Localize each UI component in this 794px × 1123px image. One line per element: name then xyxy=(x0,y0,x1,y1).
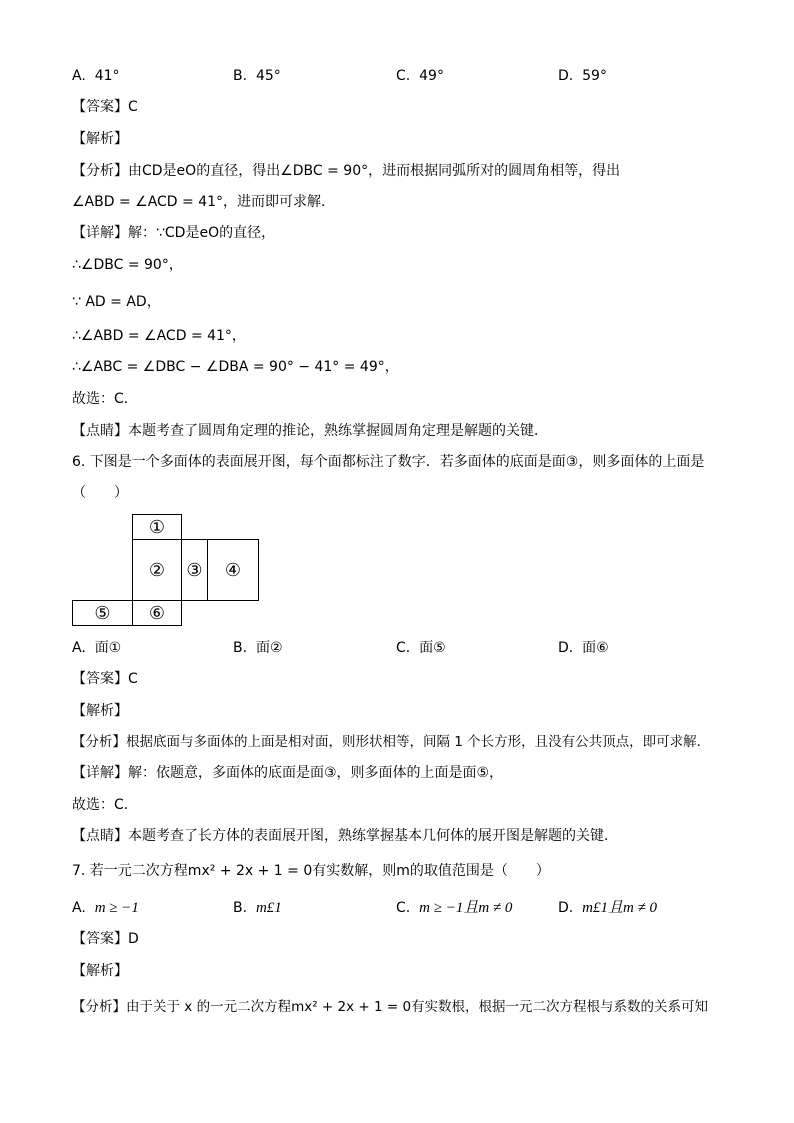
q5-dianjing: 【点睛】本题考查了圆周角定理的推论，熟练掌握圆周角定理是解题的关键． xyxy=(72,423,548,439)
q5-option-c: C. 49° xyxy=(396,68,444,84)
net-face-5: ⑤ xyxy=(72,600,133,626)
q7-option-a: A. m ≥ −1 xyxy=(72,900,139,916)
q5-answer: 【答案】C xyxy=(72,99,138,115)
q7-option-c: C. m ≥ −1且m ≠ 0 xyxy=(396,900,513,916)
q6-stem-line1: 6. 下图是一个多面体的表面展开图，每个面都标注了数字．若多面体的底面是面③，则多面体的上面是 xyxy=(72,454,705,470)
q5-analysis-title: 【解析】 xyxy=(72,131,128,147)
q6-fenxi: 【分析】根据底面与多面体的上面是相对面，则形状相等，间隔 1 个长方形，且没有公共顶点，即可求解． xyxy=(72,734,711,750)
q5-option-a: A. 41° xyxy=(72,68,120,84)
q6-xiangjie: 【详解】解：依题意，多面体的底面是面③，则多面体的上面是面⑤， xyxy=(72,765,504,781)
q7-option-b: B. m£1 xyxy=(233,900,282,916)
q6-option-c: C. 面⑤ xyxy=(396,640,446,656)
q6-option-d: D. 面⑥ xyxy=(558,640,609,656)
polyhedron-net-figure xyxy=(72,514,262,628)
net-face-4: ④ xyxy=(207,539,259,601)
q7-answer: 【答案】D xyxy=(72,931,139,947)
q6-option-a: A. 面① xyxy=(72,640,122,656)
q5-fenxi-line1: 【分析】由CD是eO的直径，得出∠DBC = 90°，进而根据同弧所对的圆周角相等，得出 xyxy=(72,163,621,179)
q6-analysis-title: 【解析】 xyxy=(72,703,128,719)
net-face-2: ② xyxy=(132,539,182,601)
q5-option-b: B. 45° xyxy=(233,68,281,84)
q7-option-d: D. m£1且m ≠ 0 xyxy=(558,900,658,916)
q5-xiangjie-line2: ∴∠DBC = 90°， xyxy=(72,257,183,273)
q5-xiangjie-line4: ∴∠ABD = ∠ACD = 41°， xyxy=(72,328,246,344)
q7-stem: 7. 若一元二次方程mx² + 2x + 1 = 0有实数解，则m的取值范围是（ ） xyxy=(72,863,550,879)
q5-option-d: D. 59° xyxy=(558,68,607,84)
q6-answer: 【答案】C xyxy=(72,671,138,687)
net-face-6: ⑥ xyxy=(132,600,182,626)
q5-xiangjie-line5: ∴∠ABC = ∠DBC − ∠DBA = 90° − 41° = 49°， xyxy=(72,359,399,375)
q6-choice: 故选：C． xyxy=(72,797,138,813)
q5-xiangjie-line3: ∵ AD = AD， xyxy=(72,294,161,310)
net-face-1: ① xyxy=(132,514,182,540)
q7-analysis-title: 【解析】 xyxy=(72,963,128,979)
q6-option-b: B. 面② xyxy=(233,640,283,656)
q7-fenxi: 【分析】由于关于 x 的一元二次方程mx² + 2x + 1 = 0有实数根，根据一元二次方程根与系数的关系可知 xyxy=(72,999,709,1015)
q5-fenxi-line2: ∠ABD = ∠ACD = 41°，进而即可求解． xyxy=(72,194,336,210)
q6-dianjing: 【点睛】本题考查了长方体的表面展开图，熟练掌握基本几何体的展开图是解题的关键． xyxy=(72,828,618,844)
net-face-3: ③ xyxy=(181,539,208,601)
q5-choice: 故选：C． xyxy=(72,391,138,407)
q6-stem-line2: （ ） xyxy=(72,485,128,501)
q5-xiangjie-line1: 【详解】解：∵CD是eO的直径， xyxy=(72,225,276,241)
